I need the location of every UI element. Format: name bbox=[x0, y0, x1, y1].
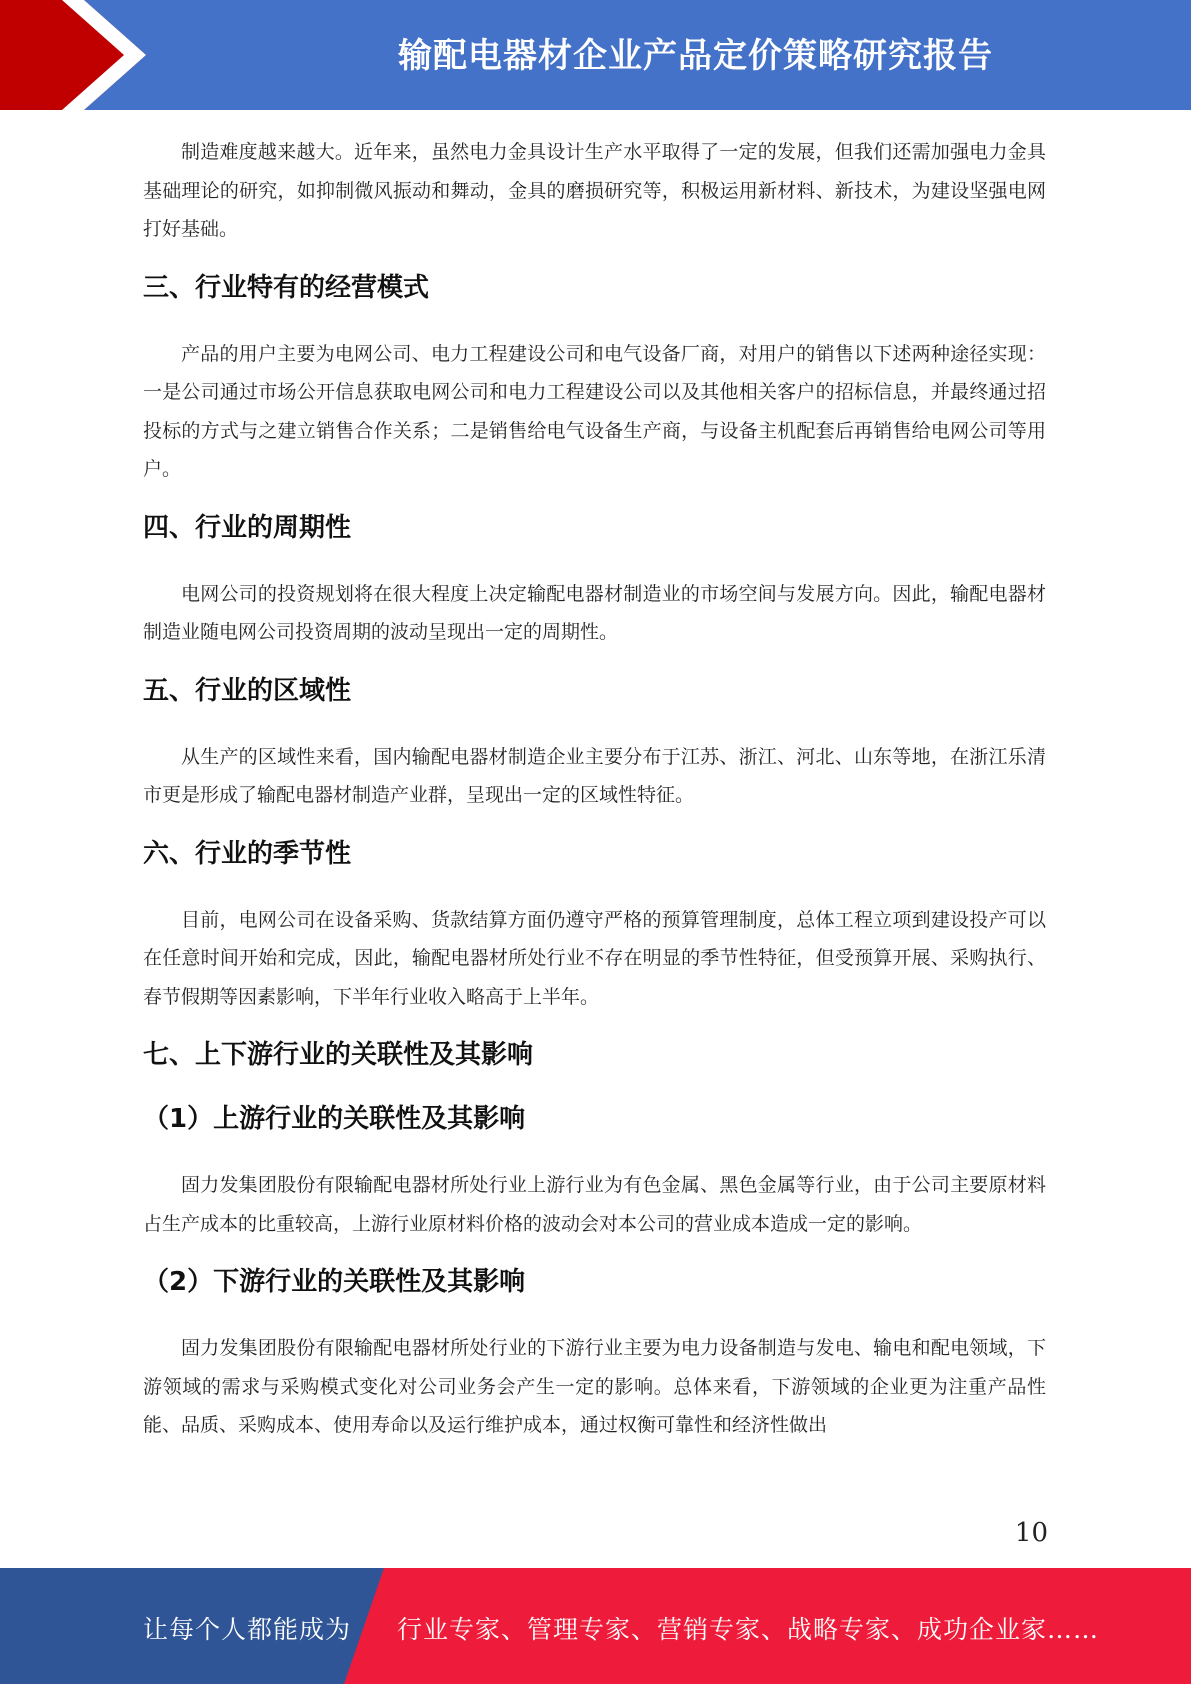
report-title: 输配电器材企业产品定价策略研究报告 bbox=[398, 36, 993, 76]
section-heading-seasonality: 六、行业的季节性 bbox=[143, 838, 352, 869]
page-number: 10 bbox=[1014, 1518, 1048, 1548]
subsection-heading-downstream: （2）下游行业的关联性及其影响 bbox=[143, 1267, 526, 1297]
subsection-paragraph-upstream: 固力发集团股份有限输配电器材所处行业上游行业为有色金属、黑色金属等行业，由于公司主要原材料占生产成本的比重较高，上游行业原材料价格的波动会对本公司的营业成本造成一定的影响。 bbox=[143, 1174, 1046, 1235]
section-heading-upstream-downstream: 七、上下游行业的关联性及其影响 bbox=[143, 1040, 534, 1070]
page-header bbox=[0, 0, 1191, 110]
document-body bbox=[143, 133, 1046, 1459]
page-footer bbox=[0, 1568, 1191, 1684]
footer-slogan-left: 让每个人都能成为 bbox=[143, 1615, 352, 1644]
subsection-paragraph-downstream: 固力发集团股份有限输配电器材所处行业的下游行业主要为电力设备制造与发电、输电和配电领域，下游领域的需求与采购模式变化对公司业务会产生一定的影响。总体来看，下游领域的企业更为注重产品性能、品质、采购成本、使用寿命以及运行维护成本，通过权衡可靠性和经济性做出 bbox=[143, 1337, 1046, 1436]
section-paragraph-business-model: 产品的用户主要为电网公司、电力工程建设公司和电气设备厂商，对用户的销售以下述两种途径实现：一是公司通过市场公开信息获取电网公司和电力工程建设公司以及其他相关客户的招标信息，并最终通过招投标的方式与之建立销售合作关系；二是销售给电气设备生产商，与设备主机配套后再销售给电网公司等用户。 bbox=[143, 342, 1046, 480]
footer-slogan-right: 行业专家、管理专家、营销专家、战略专家、成功企业家…… bbox=[397, 1615, 1100, 1644]
intro-paragraph: 制造难度越来越大。近年来，虽然电力金具设计生产水平取得了一定的发展，但我们还需加强电力金具基础理论的研究，如抑制微风振动和舞动，金具的磨损研究等，积极运用新材料、新技术，为建设坚强电网打好基础。 bbox=[143, 141, 1046, 240]
section-paragraph-cyclicality: 电网公司的投资规划将在很大程度上决定输配电器材制造业的市场空间与发展方向。因此，输配电器材制造业随电网公司投资周期的波动呈现出一定的周期性。 bbox=[143, 582, 1046, 643]
section-paragraph-regionality: 从生产的区域性来看，国内输配电器材制造企业主要分布于江苏、浙江、河北、山东等地，在浙江乐清市更是形成了输配电器材制造产业群，呈现出一定的区域性特征。 bbox=[143, 745, 1046, 806]
section-heading-cyclicality: 四、行业的周期性 bbox=[143, 512, 352, 543]
section-heading-regionality: 五、行业的区域性 bbox=[143, 675, 352, 706]
section-heading-business-model: 三、行业特有的经营模式 bbox=[143, 272, 430, 303]
section-paragraph-seasonality: 目前，电网公司在设备采购、货款结算方面仍遵守严格的预算管理制度，总体工程立项到建设投产可以在任意时间开始和完成，因此，输配电器材所处行业不存在明显的季节性特征，但受预算开展、采购执行、春节假期等因素影响，下半年行业收入略高于上半年。 bbox=[143, 908, 1046, 1008]
subsection-heading-upstream: （1）上游行业的关联性及其影响 bbox=[143, 1104, 526, 1134]
